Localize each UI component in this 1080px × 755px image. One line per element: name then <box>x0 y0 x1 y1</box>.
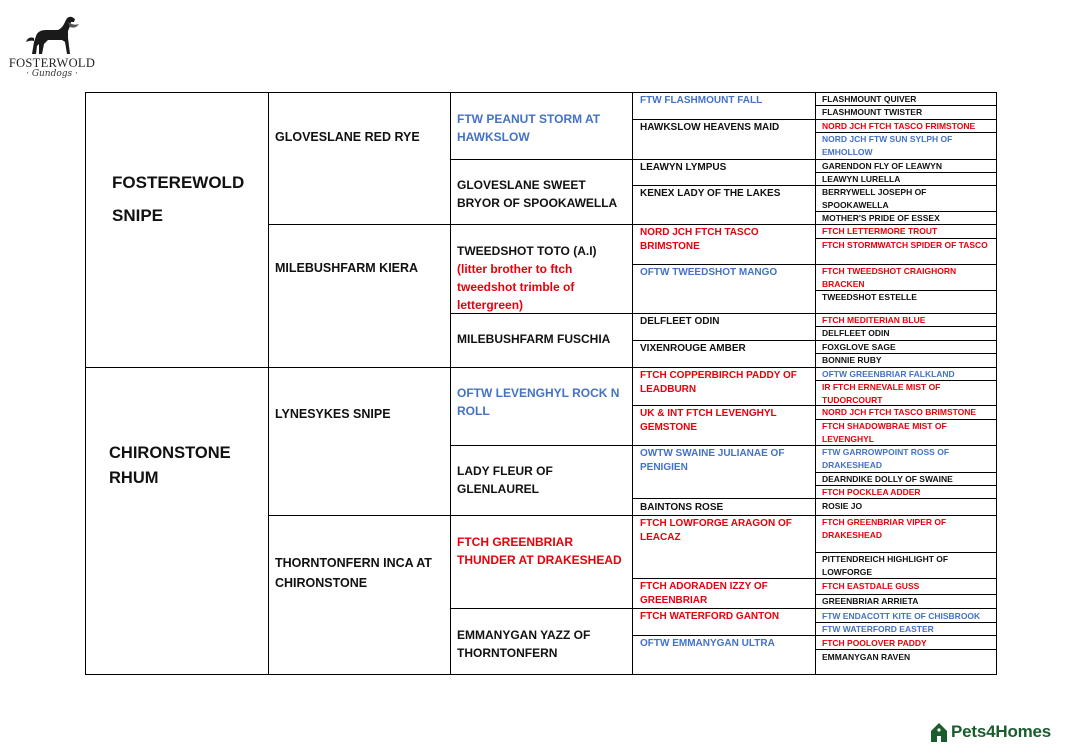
dog-name: FTCH SHADOWBRAE MIST OF LEVENGHYL <box>822 421 947 444</box>
generation-3-column <box>450 92 632 675</box>
pedigree-cell <box>816 159 996 172</box>
dog-name: FTCH WATERFORD GANTON <box>640 611 780 622</box>
pedigree-cell <box>816 594 996 608</box>
generation-4-column <box>632 92 815 675</box>
pedigree-cell <box>816 472 996 485</box>
dog-name: NORD JCH FTCH TASCO BRIMSTONE <box>822 407 977 417</box>
dog-with-bird-icon <box>24 12 80 56</box>
dog-name: FTCH POCKLEA ADDER <box>822 487 921 497</box>
dog-name: LEAWYN LURELLA <box>822 174 901 184</box>
pedigree-cell <box>633 313 815 340</box>
pedigree-cell <box>451 367 632 445</box>
dog-name: OFTW LEVENGHYL ROCK N ROLL <box>457 386 620 418</box>
pedigree-cell <box>816 290 996 313</box>
pedigree-cell <box>451 313 632 367</box>
dog-name: MILEBUSHFARM FUSCHIA <box>457 332 611 346</box>
pedigree-cell <box>451 445 632 515</box>
pedigree-table <box>85 92 997 675</box>
pedigree-cell <box>633 608 815 635</box>
dog-name: VIXENROUGE AMBER <box>640 343 746 354</box>
dog-name: OFTW GREENBRIAR FALKLAND <box>822 369 955 379</box>
dog-name: GLOVESLANE RED RYE <box>275 130 420 144</box>
dog-name: FTW ENDACOTT KITE OF CHISBROOK <box>822 611 981 621</box>
pedigree-cell <box>633 264 815 313</box>
dog-name: EMMANYGAN RAVEN <box>822 652 911 662</box>
sire-cell <box>86 92 268 367</box>
pedigree-cell <box>816 353 996 367</box>
dog-name: FTCH EASTDALE GUSS <box>822 581 920 591</box>
house-paw-icon <box>930 721 948 743</box>
generation-5-column <box>815 92 997 675</box>
dog-name: OWTW SWAINE JULIANAE OF PENIGIEN <box>640 448 785 473</box>
dog-name: FTCH COPPERBIRCH PADDY OF LEADBURN <box>640 370 797 395</box>
dog-name: FLASHMOUNT QUIVER <box>822 94 917 104</box>
pedigree-cell <box>633 92 815 119</box>
pedigree-cell <box>816 515 996 552</box>
pedigree-cell <box>633 445 815 498</box>
pedigree-cell <box>816 367 996 380</box>
pedigree-cell <box>451 159 632 224</box>
pedigree-cell <box>816 185 996 211</box>
pedigree-cell <box>816 578 996 594</box>
pedigree-cell <box>451 608 632 675</box>
dog-name: GARENDON FLY OF LEAWYN <box>822 161 942 171</box>
dog-name: FOXGLOVE SAGE <box>822 342 896 352</box>
pedigree-cell <box>816 132 996 159</box>
pedigree-cell <box>816 172 996 185</box>
dog-name: BONNIE RUBY <box>822 355 882 365</box>
pedigree-cell <box>816 419 996 445</box>
pedigree-cell <box>633 340 815 367</box>
pedigree-cell <box>633 159 815 185</box>
dog-name: FTCH ADORADEN IZZY OF GREENBRIAR <box>640 581 768 606</box>
dog-name: LEAWYN LYMPUS <box>640 162 727 173</box>
dog-name: FTW WATERFORD EASTER <box>822 624 934 634</box>
pedigree-cell <box>816 635 996 649</box>
dam-name: CHIRONSTONE RHUM <box>109 444 231 487</box>
pedigree-cell <box>633 498 815 515</box>
pedigree-cell <box>816 238 996 264</box>
dam-cell <box>86 367 268 675</box>
pedigree-cell <box>451 92 632 159</box>
dog-name: EMMANYGAN YAZZ OF THORNTONFERN <box>457 628 591 660</box>
dog-name: OFTW TWEEDSHOT MANGO <box>640 267 778 278</box>
dog-name: GLOVESLANE SWEET BRYOR OF SPOOKAWELLA <box>457 178 618 210</box>
pedigree-cell <box>633 635 815 675</box>
dog-name: FTCH STORMWATCH SPIDER OF TASCO <box>822 240 988 250</box>
pedigree-cell <box>633 224 815 264</box>
pedigree-cell <box>816 622 996 635</box>
pedigree-cell <box>451 515 632 608</box>
dog-name: FTCH POOLOVER PADDY <box>822 638 927 648</box>
dog-name: FTW FLASHMOUNT FALL <box>640 95 763 106</box>
dog-name: FTW PEANUT STORM AT HAWKSLOW <box>457 112 601 144</box>
dog-name: FTCH MEDITERIAN BLUE <box>822 315 926 325</box>
pedigree-cell <box>816 380 996 405</box>
dog-name: FTCH LETTERMORE TROUT <box>822 226 938 236</box>
generation-1-column <box>85 92 268 675</box>
dog-name: MILEBUSHFARM KIERA <box>275 261 419 275</box>
pedigree-cell <box>816 119 996 132</box>
logo-name: FOSTERWOLD <box>8 56 96 70</box>
pedigree-cell <box>633 405 815 445</box>
pets4homes-logo <box>930 719 1051 745</box>
pedigree-cell <box>633 367 815 405</box>
dog-name: BAINTONS ROSE <box>640 502 724 513</box>
pedigree-cell <box>269 92 450 224</box>
pedigree-cell <box>269 224 450 367</box>
pedigree-cell <box>816 405 996 419</box>
sire-name: FOSTEREWOLD SNIPE <box>112 173 245 225</box>
dog-name: NORD JCH FTCH TASCO FRIMSTONE <box>822 121 976 131</box>
dog-name: LYNESYKES SNIPE <box>275 407 391 421</box>
dog-name: FTCH LOWFORGE ARAGON OF LEACAZ <box>640 518 792 543</box>
pedigree-cell <box>816 552 996 578</box>
dog-name: DELFLEET ODIN <box>822 328 890 338</box>
dog-name: FTCH GREENBRIAR VIPER OF DRAKESHEAD <box>822 517 947 540</box>
dog-name: TWEEDSHOT ESTELLE <box>822 292 917 302</box>
dog-name: NORD JCH FTW SUN SYLPH OF EMHOLLOW <box>822 134 953 157</box>
dog-name: FLASHMOUNT TWISTER <box>822 107 923 117</box>
dog-note: (litter brother to ftch tweedshot trimble of lettergreen) <box>457 262 575 312</box>
pedigree-cell <box>633 578 815 608</box>
dog-name: DELFLEET ODIN <box>640 316 720 327</box>
dog-name: IR FTCH ERNEVALE MIST OF TUDORCOURT <box>822 382 941 405</box>
pedigree-cell <box>816 264 996 290</box>
dog-name: LADY FLEUR OF GLENLAUREL <box>457 464 553 496</box>
dog-name: HAWKSLOW HEAVENS MAID <box>640 122 780 133</box>
dog-name: TWEEDSHOT TOTO (A.I) (litter brother to ftch tweedshot trimble of lettergreen) <box>457 242 628 314</box>
pedigree-cell <box>816 326 996 340</box>
pedigree-cell <box>816 649 996 675</box>
pedigree-cell <box>816 608 996 622</box>
pedigree-cell <box>269 515 450 675</box>
dog-name: BERRYWELL JOSEPH OF SPOOKAWELLA <box>822 187 927 210</box>
pedigree-cell <box>816 92 996 105</box>
dog-name: DEARNDIKE DOLLY OF SWAINE <box>822 474 953 484</box>
dog-name: FTCH GREENBRIAR THUNDER AT DRAKESHEAD <box>457 535 622 567</box>
dog-name: FTW GARROWPOINT ROSS OF DRAKESHEAD <box>822 447 950 470</box>
pedigree-cell <box>633 185 815 224</box>
dog-name: MOTHER'S PRIDE OF ESSEX <box>822 213 940 223</box>
pedigree-cell <box>633 515 815 578</box>
fosterwold-logo <box>4 12 100 92</box>
pedigree-cell <box>633 119 815 159</box>
pedigree-cell <box>269 367 450 515</box>
pedigree-cell <box>816 445 996 472</box>
generation-2-column <box>268 92 450 675</box>
dog-name: NORD JCH FTCH TASCO BRIMSTONE <box>640 227 759 252</box>
pedigree-cell <box>816 211 996 224</box>
dog-name: FTCH TWEEDSHOT CRAIGHORN BRACKEN <box>822 266 957 289</box>
dog-name: GREENBRIAR ARRIETA <box>822 596 919 606</box>
dog-name: THORNTONFERN INCA AT CHIRONSTONE <box>275 556 432 590</box>
dog-name: ROSIE JO <box>822 501 863 511</box>
dog-name: OFTW EMMANYGAN ULTRA <box>640 638 775 649</box>
dog-name: KENEX LADY OF THE LAKES <box>640 188 781 199</box>
pets4homes-brand: Pets4Homes <box>951 722 1052 741</box>
pedigree-cell <box>816 224 996 238</box>
pedigree-cell <box>816 340 996 353</box>
logo-tagline: · Gundogs · <box>26 69 78 79</box>
dog-name: PITTENDREICH HIGHLIGHT OF LOWFORGE <box>822 554 949 577</box>
pedigree-cell <box>451 224 632 313</box>
pedigree-cell <box>816 485 996 498</box>
dog-name: UK & INT FTCH LEVENGHYL GEMSTONE <box>640 408 777 433</box>
pedigree-cell <box>816 105 996 119</box>
pedigree-cell <box>816 498 996 515</box>
pedigree-cell <box>816 313 996 326</box>
